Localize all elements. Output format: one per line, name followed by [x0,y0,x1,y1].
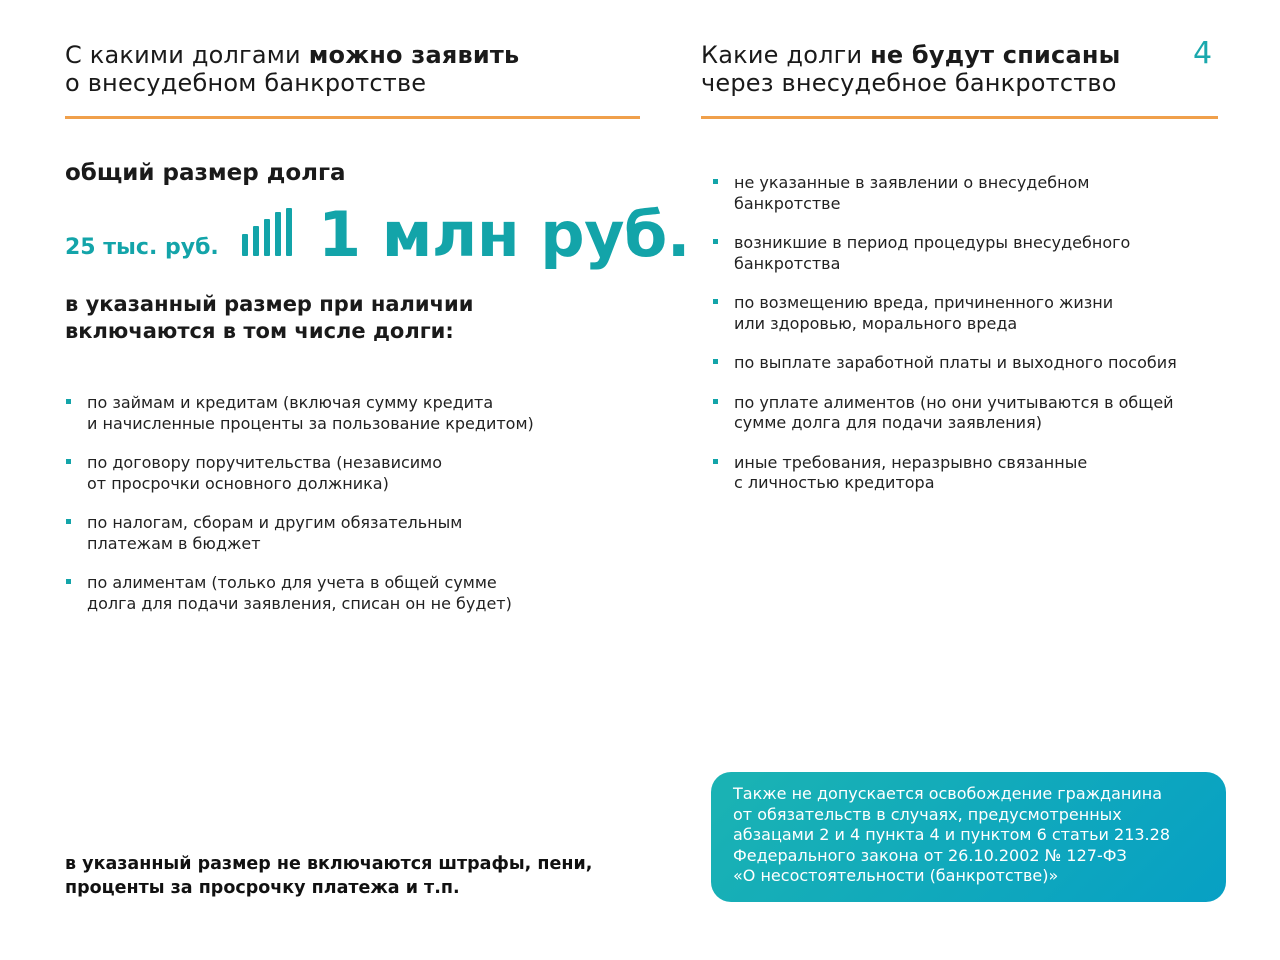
right-heading [701,41,1181,97]
list-item: по возмещению вреда, причиненного жизни или здоровью, морального вреда [712,293,1232,334]
included-note-line2: включаются в том числе долги: [65,319,454,343]
excluded-note: в указанный размер не включаются штрафы, пени, проценты за просрочку платежа и т.п. [65,854,593,898]
page-number: 4 [1193,36,1213,71]
right-heading-bold: не будут списаны [870,41,1121,69]
list-item: возникшие в период процедуры внесудебного банкротства [712,233,1232,274]
list-item: по налогам, сборам и другим обязательным платежам в бюджет [65,513,645,554]
list-item: по займам и кредитам (включая сумму кредита и начисленные проценты за пользование кредитом) [65,393,645,434]
left-heading-line2: о внесудебном банкротстве [65,69,427,97]
total-debt-label: общий размер долга [65,160,346,186]
amount-from: 25 тыс. руб. [65,235,219,260]
left-divider [65,116,640,119]
list-item: по уплате алиментов (но они учитываются в общей сумме долга для подачи заявления) [712,393,1232,434]
list-item: иные требования, неразрывно связанные с личностью кредитора [712,453,1232,494]
right-heading-normal: Какие долги [701,41,871,69]
included-debts-list [65,393,645,614]
left-heading-bold: можно заявить [308,41,520,69]
amount-to: 1 млн руб. [318,198,690,271]
included-note [65,291,473,345]
right-heading-line2: через внесудебное банкротство [701,69,1117,97]
legal-callout: Также не допускается освобождение гражданина от обязательств в случаях, предусмотренных абзацами 2 и 4 пункта 4 и пунктом 6 статьи 213.28 Федерального закона от 26.10.2002 № 127-ФЗ «О несостоятельности (банкротстве)» [711,772,1226,902]
left-heading-normal: С какими долгами [65,41,309,69]
included-note-line1: в указанный размер при наличии [65,292,474,316]
list-item: по договору поручительства (независимо от просрочки основного должника) [65,453,645,494]
left-heading [65,41,645,97]
growth-bars-icon [242,208,292,256]
non-discharged-debts-list [712,173,1232,494]
list-item: не указанные в заявлении о внесудебном банкротстве [712,173,1232,214]
right-divider [701,116,1218,119]
list-item: по выплате заработной платы и выходного пособия [712,353,1232,374]
list-item: по алиментам (только для учета в общей сумме долга для подачи заявления, списан он не будет) [65,573,645,614]
